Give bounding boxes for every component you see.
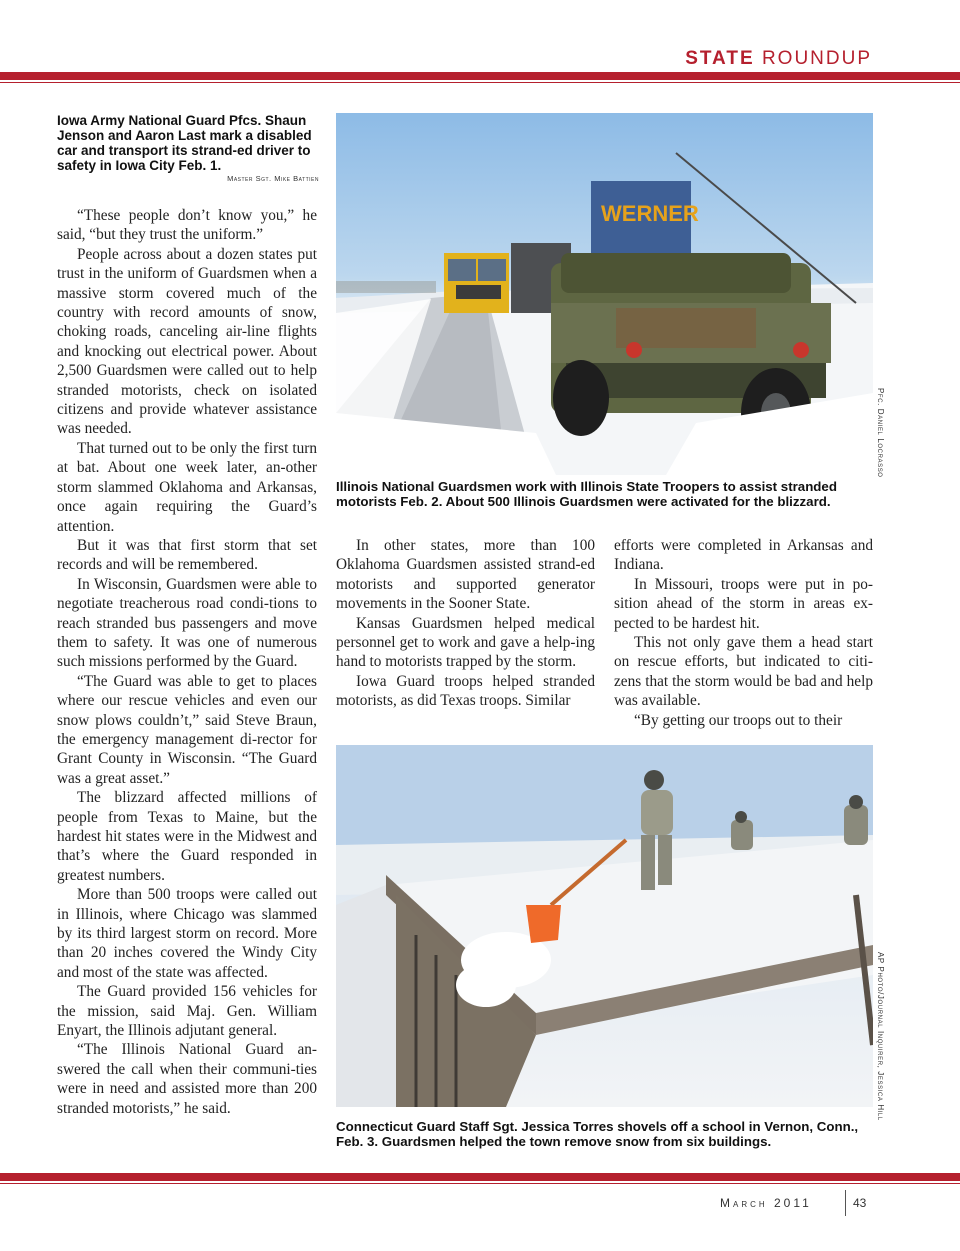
bottom-rule-thin [0,1183,960,1184]
section-header-rest: ROUNDUP [761,48,872,69]
paragraph: “The Illinois National Guard an-swered the call when their communi-ties were in need and assisted more than 200 stranded motorists,” he said. [57,1041,317,1117]
illinois-photo-caption: Illinois National Guardsmen work with Illinois State Troopers to assist stranded motorists Feb. 2. About 500 Illinois Guardsmen were activated for the blizzard. [336,479,837,509]
iowa-photo-credit: Master Sgt. Mike Battien [227,174,319,183]
footer-issue-date: March 2011 [720,1196,812,1210]
paragraph: People across about a dozen states put trust in the uniform of Guardsmen when a massive storm covered much of the country with record amounts of snow, choking roads, canceling air-line flights and knocking out electrical power. About 2,500 Guardsmen were called out to help stranded motorists, check on isolated citizens and provide whatever assistance was needed. [57,245,317,438]
connecticut-roof-illustration [336,745,873,1107]
paragraph: The blizzard affected millions of people from Texas to Maine, but the hardest hit states were in the Midwest and that’s where the Guard responded in greatest numbers. [57,789,317,884]
paragraph: In other states, more than 100 Oklahoma Guardsmen assisted strand-ed motorists and supported generator movements in the Sooner State. [336,537,595,613]
footer-separator [845,1190,846,1216]
illinois-photo-credit: Pfc. Daniel Locrasso [876,388,885,478]
connecticut-photo-caption: Connecticut Guard Staff Sgt. Jessica Torres shovels off a school in Vernon, Conn., Feb. 3. Guardsmen helped the town remove snow from six buildings. [336,1119,859,1149]
page-number: 43 [853,1196,867,1210]
iowa-photo-caption: Iowa Army National Guard Pfcs. Shaun Jenson and Aaron Last mark a disabled car and transport its strand-ed driver to safety in Iowa City Feb. 1. [57,113,312,173]
paragraph: Kansas Guardsmen helped medical personnel get to work and gave a help-ing hand to motorists trapped by the storm. [336,614,595,671]
paragraph: In Missouri, troops were put in po-sition ahead of the storm in areas ex-pected to be hardest hit. [614,575,873,632]
article-column-2 [336,536,595,711]
paragraph: But it was that first storm that set records and will be remembered. [57,536,317,574]
paragraph: “The Guard was able to get to places where our rescue vehicles and even our snow plows couldn’t,” said Steve Braun, the emergency management di-rector for Grant County in Wisconsin. “The Guard was a great asset.” [57,672,317,787]
paragraph: That turned out to be only the first turn at bat. About one week later, an-other storm slammed Oklahoma and Arkansas, once again requiring the Guard’s attention. [57,439,317,535]
connecticut-photo-credit: AP Photo/Journal Inquirer, Jessica Hill [876,952,885,1121]
section-header [685,48,872,70]
werner-sign-text: WERNER [601,201,699,226]
paragraph: The Guard provided 156 vehicles for the mission, said Maj. Gen. William Enyart, the Illinois adjutant general. [57,983,317,1040]
paragraph: efforts were completed in Arkansas and Indiana. [614,537,873,574]
paragraph: In Wisconsin, Guardsmen were able to negotiate treacherous road condi-tions to reach stranded bus passengers and move them to safety. It was one of numerous such missions performed by the Guard. [57,575,317,671]
section-header-bold: STATE [685,48,755,69]
paragraph: Iowa Guard troops helped stranded motorists, as did Texas troops. Similar [336,672,595,710]
top-rule [0,72,960,80]
bottom-rule [0,1173,960,1181]
paragraph: This not only gave them a head start on rescue efforts, but indicated to citi-zens that the storm would be bad and help was available. [614,634,873,710]
illinois-humvee-illustration [336,113,873,475]
illinois-humvee-photo [336,113,873,475]
article-column-1 [57,206,317,1118]
top-rule-thin [0,82,960,83]
paragraph: “These people don’t know you,” he said, “but they trust the uniform.” [57,207,317,244]
paragraph: More than 500 troops were called out in Illinois, where Chicago was slammed by its third largest storm on record. More than 20 inches covered the Windy City and most of the state was affected. [57,886,317,981]
article-column-3 [614,536,873,730]
connecticut-roof-photo [336,745,873,1107]
paragraph: “By getting our troops out to their [634,711,843,729]
